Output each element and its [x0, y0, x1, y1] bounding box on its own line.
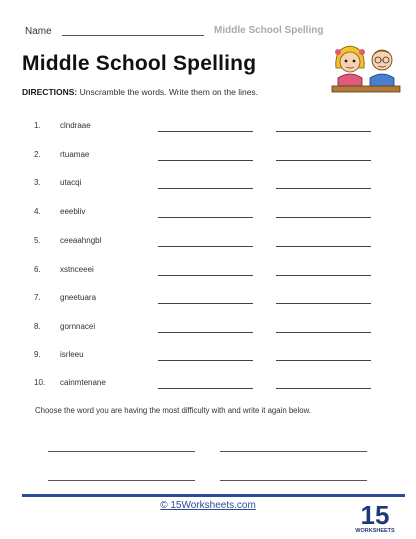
scrambled-word: clndraae: [60, 121, 91, 130]
practice-line[interactable]: [48, 451, 195, 452]
scrambled-word: isrleeu: [60, 350, 84, 359]
answer-line[interactable]: [276, 303, 371, 304]
list-item: [0, 350, 416, 364]
answer-line[interactable]: [276, 188, 371, 189]
item-number: 5.: [34, 236, 41, 245]
answer-line[interactable]: [158, 131, 253, 132]
logo-number: 15: [360, 500, 390, 530]
list-item: [0, 322, 416, 336]
answer-line[interactable]: [276, 360, 371, 361]
answer-line[interactable]: [276, 332, 371, 333]
practice-line[interactable]: [48, 480, 195, 481]
answer-line[interactable]: [158, 388, 253, 389]
page-title: Middle School Spelling: [22, 52, 257, 75]
footer-bar: [22, 494, 405, 497]
scrambled-word: ceeaahngbl: [60, 236, 102, 245]
item-number: 10.: [34, 378, 46, 387]
answer-line[interactable]: [276, 160, 371, 161]
item-number: 4.: [34, 207, 41, 216]
answer-line[interactable]: [158, 360, 253, 361]
list-item: [0, 378, 416, 392]
scrambled-word: cainmtenane: [60, 378, 106, 387]
scrambled-word: rtuamae: [60, 150, 90, 159]
directions-text: Unscramble the words. Write them on the lines.: [79, 87, 259, 97]
logo-text: WORKSHEETS: [355, 528, 395, 534]
answer-line[interactable]: [158, 275, 253, 276]
item-number: 7.: [34, 293, 41, 302]
answer-line[interactable]: [276, 246, 371, 247]
copyright-link[interactable]: © 15Worksheets.com: [160, 500, 256, 511]
answer-line[interactable]: [276, 388, 371, 389]
header-worksheet-title: Middle School Spelling: [214, 25, 324, 36]
students-illustration: [330, 38, 402, 96]
practice-prompt: Choose the word you are having the most difficulty with and write it again below.: [35, 406, 311, 415]
list-item: [0, 121, 416, 135]
answer-line[interactable]: [158, 188, 253, 189]
name-label: Name: [25, 26, 52, 37]
list-item: [0, 236, 416, 250]
practice-line[interactable]: [220, 451, 367, 452]
answer-line[interactable]: [158, 246, 253, 247]
scrambled-word: gornnacei: [60, 322, 96, 331]
item-number: 9.: [34, 350, 41, 359]
practice-line[interactable]: [220, 480, 367, 481]
directions: [22, 87, 258, 97]
item-number: 1.: [34, 121, 41, 130]
scrambled-word: gneetuara: [60, 293, 97, 302]
list-item: [0, 207, 416, 221]
scrambled-word: eeebliv: [60, 207, 86, 216]
item-number: 6.: [34, 265, 41, 274]
name-line[interactable]: [62, 35, 204, 36]
directions-label: DIRECTIONS:: [22, 87, 78, 97]
scrambled-word: utacqi: [60, 178, 82, 187]
list-item: [0, 265, 416, 279]
answer-line[interactable]: [276, 217, 371, 218]
item-number: 8.: [34, 322, 41, 331]
scrambled-word: xstnceeei: [60, 265, 94, 274]
answer-line[interactable]: [158, 217, 253, 218]
answer-line[interactable]: [276, 131, 371, 132]
answer-line[interactable]: [158, 332, 253, 333]
15worksheets-logo: [350, 500, 400, 534]
list-item: [0, 178, 416, 192]
list-item: [0, 293, 416, 307]
answer-line[interactable]: [158, 303, 253, 304]
list-item: [0, 150, 416, 164]
answer-line[interactable]: [158, 160, 253, 161]
item-number: 2.: [34, 150, 41, 159]
item-number: 3.: [34, 178, 41, 187]
answer-line[interactable]: [276, 275, 371, 276]
